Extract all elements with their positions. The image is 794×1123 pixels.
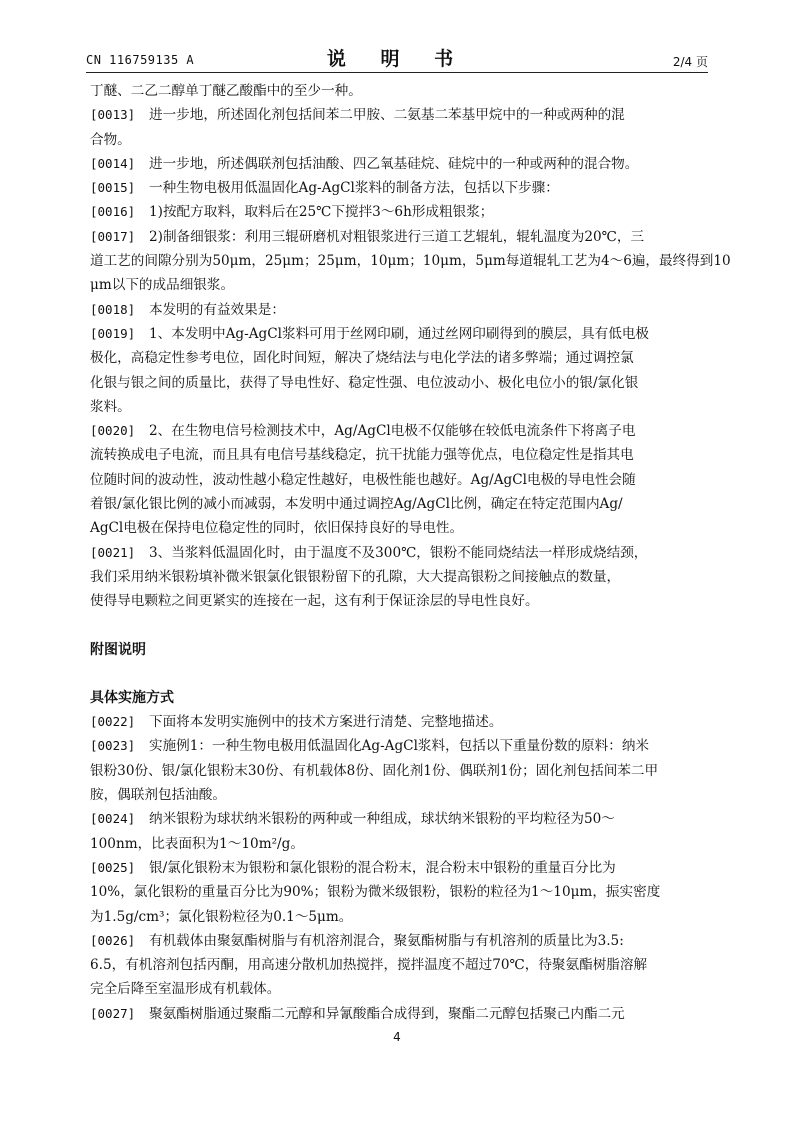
paragraph-number: [0021] [90,544,136,560]
paragraph-number: [0023] [90,738,136,754]
page-header [86,44,708,72]
paragraph-line: 进一步地，所述固化剂包括间苯二甲胺、二氨基二苯基甲烷中的一种或两种的混 [149,107,625,124]
paragraph-line: 1、本发明中Ag-AgCl浆料可用于丝网印刷，通过丝网印刷得到的膜层，具有低电极 [149,325,650,342]
page-indicator: 2/4 页 [672,55,708,69]
paragraph [90,710,708,734]
continuation-line: 丁醚、二乙二醇单丁醚乙酸酯中的至少一种。 [90,83,362,99]
paragraph-line: 进一步地，所述偶联剂包括油酸、四乙氧基硅烷、硅烷中的一种或两种的混合物。 [149,155,639,172]
paragraph-line: 6.5，有机溶剂包括丙酮，用高速分散机加热搅拌，搅拌温度不超过70℃，待聚氨酯树脂溶解 [90,957,648,974]
paragraph-number: [0027] [90,1005,136,1021]
paragraph-list-embodiment [90,710,708,1026]
paragraph-number: [0020] [90,423,136,439]
paragraph-number: [0015] [90,180,136,196]
paragraph-line: 聚氨酯树脂通过聚酯二元醇和异氰酸酯合成得到，聚酯二元醇包括聚己内酯二元 [149,1005,625,1022]
paragraph-line: 胺，偶联剂包括油酸。 [90,787,226,804]
paragraph-number: [0019] [90,325,136,341]
paragraph [90,929,708,1002]
paragraph [90,322,708,419]
paragraph-line: 下面将本发明实施例中的技术方案进行清楚、完整地描述。 [149,714,503,731]
paragraph-number: [0017] [90,228,136,244]
paragraph-line: 本发明的有益效果是： [149,301,285,318]
document-body [90,79,731,1026]
paragraph [90,541,708,614]
paragraph [90,734,708,807]
page-number: 4 [393,1030,401,1044]
paragraph-line: 2、在生物电信号检测技术中，Ag/AgCl电极不仅能够在较低电流条件下将离子电 [149,423,636,440]
paragraph-list [90,103,731,613]
paragraph-number: [0013] [90,107,136,123]
paragraph-line: 100nm，比表面积为1～10m²/g。 [90,835,304,852]
paragraph [90,807,708,856]
paragraph-line: 我们采用纳米银粉填补微米银氯化银银粉留下的孔隙，大大提高银粉之间接触点的数量， [90,568,621,585]
paragraph-line: 完全后降至室温形成有机载体。 [90,981,281,998]
paragraph-line: 着银/氯化银比例的减小而减弱，本发明中通过调控Ag/AgCl比例，确定在特定范围内Ag/ [90,496,623,513]
paragraph [90,152,708,176]
paragraph [90,200,708,224]
paragraph-line: μm以下的成品细银浆。 [90,277,235,294]
paragraph-line: 1)按配方取料，取料后在25℃下搅拌3～6h形成粗银浆； [149,204,494,221]
paragraph-line: 有机载体由聚氨酯树脂与有机溶剂混合，聚氨酯树脂与有机溶剂的质量比为3.5: [149,932,624,949]
paragraph-line: 合物。 [90,131,131,148]
publication-number: CN 116759135 A [86,53,195,67]
paragraph-line: 纳米银粉为球状纳米银粉的两种或一种组成，球状纳米银粉的平均粒径为50～ [149,811,615,828]
paragraph-line: 实施例1：一种生物电极用低温固化Ag-AgCl浆料，包括以下重量份数的原料：纳米 [149,738,650,755]
paragraph [90,419,708,540]
paragraph-line: 3、当浆料低温固化时，由于温度不及300℃，银粉不能同烧结法一样形成烧结颈， [149,544,648,561]
paragraph-line: 银/氯化银粉末为银粉和氯化银粉的混合粉末，混合粉末中银粉的重量百分比为 [149,859,616,876]
paragraph-line: 道工艺的间隙分别为50μm，25μm；25μm，10μm；10μm，5μm每道辊轧工艺为4～6遍，最终得到10 [90,253,731,270]
document-title: 说 明 书 [326,48,468,70]
paragraph-line: 一种生物电极用低温固化Ag-AgCl浆料的制备方法，包括以下步骤： [149,180,559,197]
paragraph-number: [0025] [90,859,136,875]
paragraph [90,176,708,200]
paragraph [90,225,731,298]
paragraph-line: 流转换成电子电流，而且具有电信号基线稳定，抗干扰能力强等优点，电位稳定性是指其电 [90,447,634,464]
section-heading-embodiment: 具体实施方式 [90,689,174,706]
paragraph-number: [0022] [90,714,136,730]
paragraph-line: 浆料。 [90,398,131,415]
paragraph-number: [0024] [90,811,136,827]
header-rule [86,72,708,73]
paragraph-line: AgCl电极在保持电位稳定性的同时，依旧保持良好的导电性。 [90,520,464,537]
section-heading-figures: 附图说明 [90,641,146,658]
paragraph [90,1002,708,1026]
paragraph-number: [0026] [90,932,136,948]
paragraph [90,103,708,152]
paragraph-line: 为1.5g/cm³；氯化银粉粒径为0.1～5μm。 [90,908,353,925]
paragraph-line: 化银与银之间的质量比，获得了导电性好、稳定性强、电位波动小、极化电位小的银/氯化银 [90,374,639,391]
paragraph-number: [0014] [90,155,136,171]
paragraph [90,856,708,929]
paragraph-line: 10%，氯化银粉的重量百分比为90%；银粉为微米级银粉，银粉的粒径为1～10μm，振实密度 [90,884,661,901]
paragraph-line: 极化，高稳定性参考电位，固化时间短，解决了烧结法与电化学法的诸多弊端；通过调控氯 [90,350,634,367]
paragraph-line: 银粉30份、银/氯化银粉末30份、有机载体8份、固化剂1份、偶联剂1份；固化剂包括间苯二甲 [90,762,659,779]
paragraph-number: [0018] [90,301,136,317]
paragraph-line: 使得导电颗粒之间更紧实的连接在一起，这有利于保证涂层的导电性良好。 [90,593,539,610]
paragraph [90,298,708,322]
paragraph-line: 2)制备细银浆：利用三辊研磨机对粗银浆进行三道工艺辊轧，辊轧温度为20℃，三 [149,228,645,245]
paragraph-number: [0016] [90,204,136,220]
paragraph-line: 位随时间的波动性，波动性越小稳定性越好，电极性能也越好。Ag/AgCl电极的导电性会随 [90,471,636,488]
